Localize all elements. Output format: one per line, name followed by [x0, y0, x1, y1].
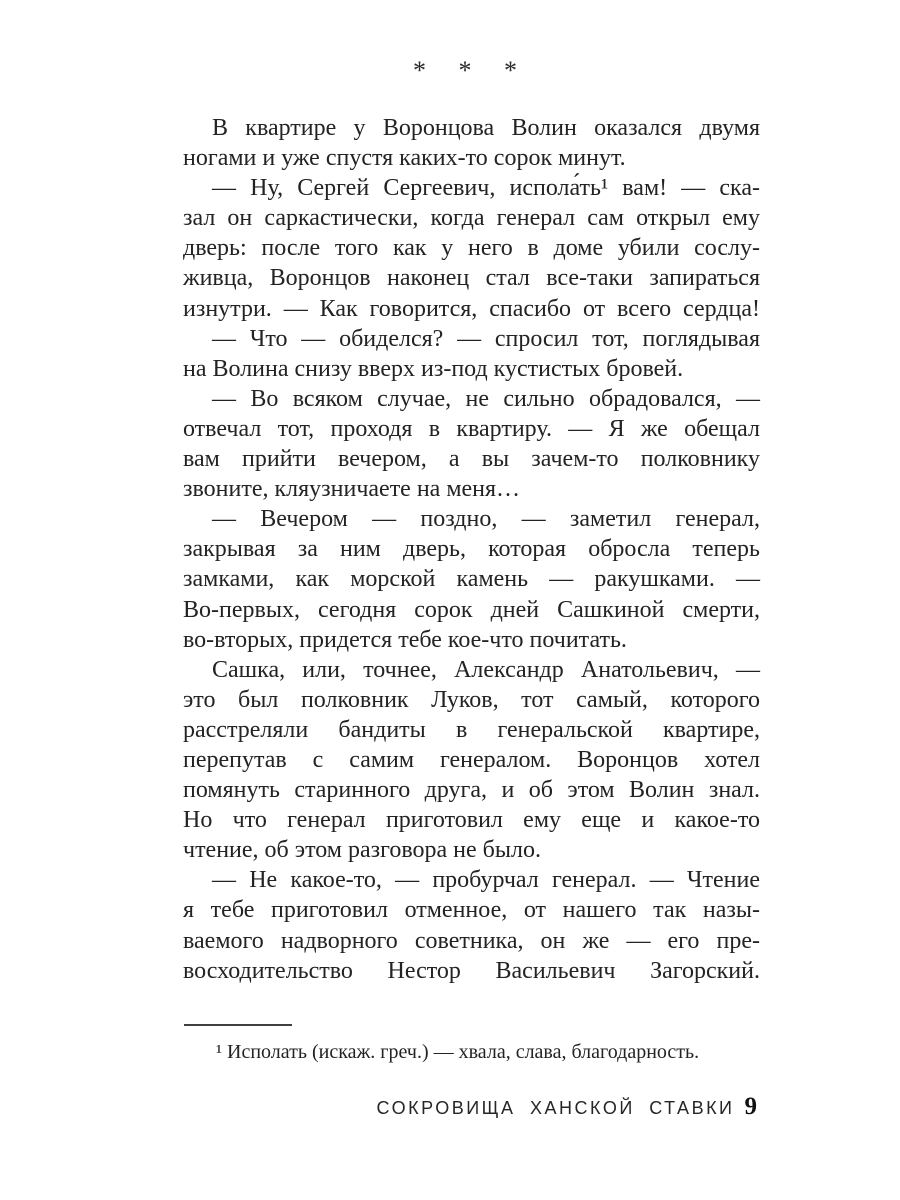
page-number: 9: [744, 1093, 757, 1120]
text-line: Во-первых, сегодня сорок дней Сашкиной смерти,: [183, 596, 760, 623]
text-line: чтение, об этом разговора не было.: [183, 837, 541, 864]
paragraph: [183, 113, 760, 173]
paragraph: [183, 504, 760, 654]
footnote-separator-rule: [184, 1024, 292, 1026]
text-line: звоните, кляузничаете на меня…: [183, 476, 521, 503]
running-title: СОКРОВИЩА ХАНСКОЙ СТАВКИ: [376, 1098, 735, 1118]
text-line: изнутри. — Как говорится, спасибо от всего сердца!: [183, 295, 760, 322]
text-line: Но что генерал приготовил ему еще и какое-то: [183, 807, 760, 834]
text-line: зал он саркастически, когда генерал сам открыл ему: [183, 205, 760, 232]
text-line: живца, Воронцов наконец стал все-таки запираться: [183, 265, 760, 292]
text-line: восходительство Нестор Васильевич Загорский.: [183, 957, 760, 984]
text-line: ваемого надворного советника, он же — его пре-: [183, 927, 760, 954]
paragraph: [183, 173, 760, 323]
page-body: [183, 113, 760, 986]
text-line: перепутав с самим генералом. Воронцов хотел: [183, 746, 760, 773]
section-break-mark: * * *: [413, 56, 530, 85]
paragraph: [183, 384, 760, 504]
paragraph: [183, 324, 760, 384]
text-line: дверь: после того как у него в доме убили сослу-: [183, 235, 760, 262]
text-line: — Что — обиделся? — спросил тот, поглядывая: [212, 325, 760, 352]
text-line: — Не какое-то, — пробурчал генерал. — Чтение: [212, 867, 760, 894]
text-line: на Волина снизу вверх из-под кустистых бровей.: [183, 355, 684, 382]
text-line: расстреляли бандиты в генеральской квартире,: [183, 716, 760, 743]
page-footer: [377, 1093, 758, 1121]
text-line: во-вторых, придется тебе кое-что почитать.: [183, 626, 627, 653]
paragraph: [183, 865, 760, 985]
text-line: замками, как морской камень — ракушками. —: [183, 566, 760, 593]
text-line: В квартире у Воронцова Волин оказался двумя: [212, 115, 760, 141]
text-line: — Ну, Сергей Сергеевич, испола́ть¹ вам! — ска-: [212, 175, 760, 202]
text-line: это был полковник Луков, тот самый, которого: [183, 686, 760, 713]
text-line: ногами и уже спустя каких-то сорок минут.: [183, 145, 626, 172]
text-line: — Вечером — поздно, — заметил генерал,: [212, 506, 760, 533]
footnote-text: ¹ Исполать (искаж. греч.) — хвала, слава, благодарность.: [216, 1041, 700, 1063]
paragraph: [183, 655, 760, 866]
text-line: отвечал тот, проходя в квартиру. — Я же обещал: [183, 415, 760, 442]
text-line: Сашка, или, точнее, Александр Анатольевич, —: [212, 656, 760, 683]
text-line: — Во всяком случае, не сильно обрадовался, —: [212, 385, 760, 412]
text-line: помянуть старинного друга, и об этом Волин знал.: [183, 777, 760, 804]
text-line: закрывая за ним дверь, которая обросла теперь: [183, 536, 760, 563]
text-line: вам прийти вечером, а вы зачем-то полковнику: [183, 446, 760, 473]
text-line: я тебе приготовил отменное, от нашего так назы-: [183, 897, 760, 924]
